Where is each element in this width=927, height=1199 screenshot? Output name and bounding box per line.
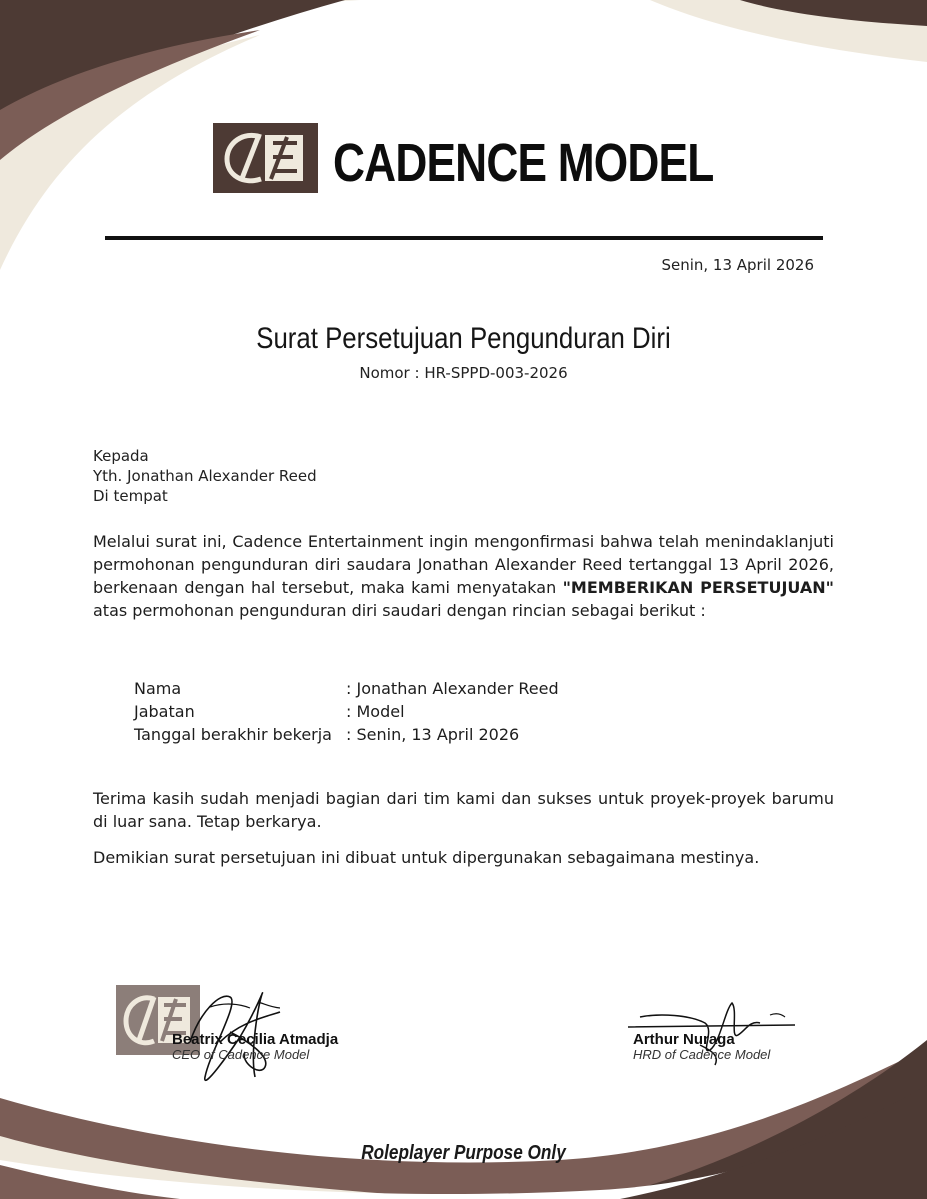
- body-paragraph-1: [93, 530, 834, 622]
- brand-name: CADENCE MODEL: [333, 133, 714, 193]
- paragraph-text: atas permohonan pengunduran diri saudari dengan rincian sebagai berikut :: [93, 601, 706, 620]
- footer-note: Roleplayer Purpose Only: [361, 1142, 566, 1164]
- cadence-logo-icon: [213, 123, 318, 193]
- letter-date: Senin, 13 April 2026: [661, 256, 814, 274]
- signer-left-role: CEO of Cadence Model: [172, 1047, 310, 1062]
- signer-right-name: Arthur Nuraga: [633, 1031, 735, 1048]
- detail-label: Nama: [134, 679, 182, 698]
- detail-label: Jabatan: [134, 702, 195, 721]
- letter-number: Nomor : HR-SPPD-003-2026: [359, 364, 568, 382]
- detail-value: : Model: [346, 702, 405, 721]
- recipient-block: [93, 446, 317, 506]
- body-paragraph-2: Terima kasih sudah menjadi bagian dari tim kami dan sukses untuk proyek-proyek barumu di luar sana. Tetap berkarya.: [93, 789, 834, 831]
- paragraph-text: Melalui surat ini, Cadence Entertainment ingin mengonfirmasi bahwa telah menindaklanjuti permohonan pengunduran diri saudara Jonathan Alexander Reed tertanggal 13 April 2026, berkenaan dengan hal tersebut, maka kami menyatakan: [93, 532, 834, 597]
- signer-right-role: HRD of Cadence Model: [633, 1047, 771, 1062]
- detail-value: : Senin, 13 April 2026: [346, 725, 520, 744]
- header-rule: [105, 236, 823, 240]
- letter-title: Surat Persetujuan Pengunduran Diri: [256, 322, 671, 355]
- body-paragraph-3: Demikian surat persetujuan ini dibuat untuk dipergunakan sebagaimana mestinya.: [93, 848, 760, 867]
- detail-value: : Jonathan Alexander Reed: [346, 679, 559, 698]
- approval-emphasis: "MEMBERIKAN PERSETUJUAN": [562, 578, 835, 597]
- recipient-line: Di tempat: [93, 487, 168, 505]
- signer-left-name: Beatrix Cecilia Atmadja: [172, 1031, 339, 1048]
- detail-label: Tanggal berakhir bekerja: [134, 725, 332, 744]
- recipient-line: Kepada: [93, 447, 149, 465]
- recipient-line: Yth. Jonathan Alexander Reed: [93, 467, 317, 485]
